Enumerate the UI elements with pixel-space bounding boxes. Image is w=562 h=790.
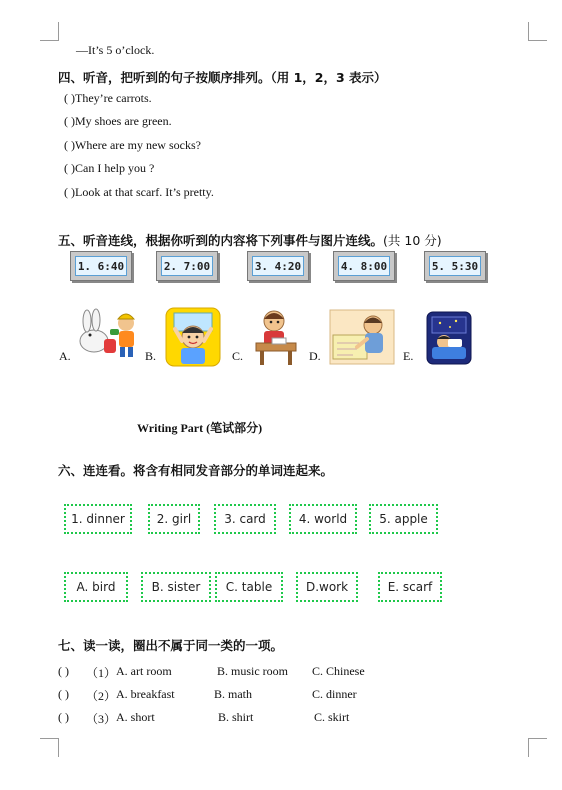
picture-child-sleeping	[426, 311, 472, 365]
word-box-top[interactable]: 1. dinner	[64, 504, 132, 534]
question-number: （1）	[86, 666, 117, 680]
list-item	[64, 114, 172, 129]
question-number: （2）	[86, 689, 117, 703]
clock-time-box	[156, 251, 218, 281]
option-c[interactable]: C. dinner	[312, 687, 357, 701]
option-b[interactable]: B. shirt	[218, 710, 254, 724]
clock-time-box	[247, 251, 309, 281]
sentence: My shoes are green.	[75, 114, 172, 128]
answer-blank[interactable]: ( )	[64, 161, 75, 175]
picture-label-e: E.	[403, 349, 414, 363]
picture-child-drawing	[329, 309, 395, 365]
picture-kid-with-rabbit	[74, 307, 144, 359]
word-box-top[interactable]: 2. girl	[148, 504, 200, 534]
sentence: Can I help you ?	[75, 161, 155, 175]
picture-label-b: B.	[145, 349, 157, 363]
list-item	[64, 185, 214, 200]
word-box-bottom[interactable]: A. bird	[64, 572, 128, 602]
top-line: —It’s 5 o’clock.	[76, 43, 155, 57]
option-b[interactable]: B. music room	[217, 664, 288, 678]
clock-time-box	[70, 251, 132, 281]
clock-time-label: 2. 7:00	[161, 256, 213, 276]
answer-blank[interactable]: ( )	[58, 664, 69, 678]
sentence: Look at that scarf. It’s pretty.	[75, 185, 214, 199]
option-a[interactable]: A. art room	[116, 664, 172, 678]
word-box-top[interactable]: 5. apple	[369, 504, 438, 534]
writing-part-title: Writing Part (笔试部分)	[137, 421, 263, 435]
option-c[interactable]: C. skirt	[314, 710, 350, 724]
option-a[interactable]: A. breakfast	[116, 687, 175, 701]
picture-child-at-desk	[252, 307, 302, 367]
crop-mark-bottom-right	[528, 738, 547, 757]
answer-blank[interactable]: ( )	[64, 114, 75, 128]
section6-title: 六、连连看。将含有相同发音部分的单词连起来。	[58, 463, 334, 478]
word-box-top[interactable]: 3. card	[214, 504, 276, 534]
answer-blank[interactable]: ( )	[64, 91, 75, 105]
word-box-bottom[interactable]: D.work	[296, 572, 358, 602]
word-box-top[interactable]: 4. world	[289, 504, 357, 534]
picture-label-d: D.	[309, 349, 321, 363]
picture-label-c: C.	[232, 349, 244, 363]
crop-mark-top-right	[528, 22, 547, 41]
question-number: （3）	[86, 712, 117, 726]
answer-blank[interactable]: ( )	[58, 687, 69, 701]
answer-blank[interactable]: ( )	[64, 185, 75, 199]
clock-time-label: 3. 4:20	[252, 256, 304, 276]
picture-label-a: A.	[59, 349, 71, 363]
answer-blank[interactable]: ( )	[64, 138, 75, 152]
crop-mark-bottom-left	[40, 738, 59, 757]
sentence: Where are my new socks?	[75, 138, 201, 152]
option-c[interactable]: C. Chinese	[312, 664, 365, 678]
word-box-bottom[interactable]: B. sister	[141, 572, 211, 602]
answer-blank[interactable]: ( )	[58, 710, 69, 724]
clock-time-box	[333, 251, 395, 281]
clock-time-label: 5. 5:30	[429, 256, 481, 276]
section7-title: 七、读一读，圈出不属于同一类的一项。	[58, 638, 284, 653]
list-item	[64, 138, 201, 153]
section4-title: 四、听音，把听到的句子按顺序排列。（用 1，2，3 表示）	[58, 70, 387, 85]
option-a[interactable]: A. short	[116, 710, 155, 724]
list-item	[64, 91, 152, 106]
clock-time-box	[424, 251, 486, 281]
sentence: They’re carrots.	[75, 91, 152, 105]
word-box-bottom[interactable]: E. scarf	[378, 572, 442, 602]
section5-title-text: 五、听音连线，根据你听到的内容将下列事件与图片连线。	[58, 233, 384, 248]
option-b[interactable]: B. math	[214, 687, 252, 701]
picture-child-waking-up	[165, 307, 221, 367]
section5-title	[58, 231, 442, 249]
clock-time-label: 1. 6:40	[75, 256, 127, 276]
crop-mark-top-left	[40, 22, 59, 41]
list-item	[64, 161, 154, 176]
word-box-bottom[interactable]: C. table	[215, 572, 283, 602]
section5-score: (共 10 分)	[383, 233, 442, 248]
clock-time-label: 4. 8:00	[338, 256, 390, 276]
